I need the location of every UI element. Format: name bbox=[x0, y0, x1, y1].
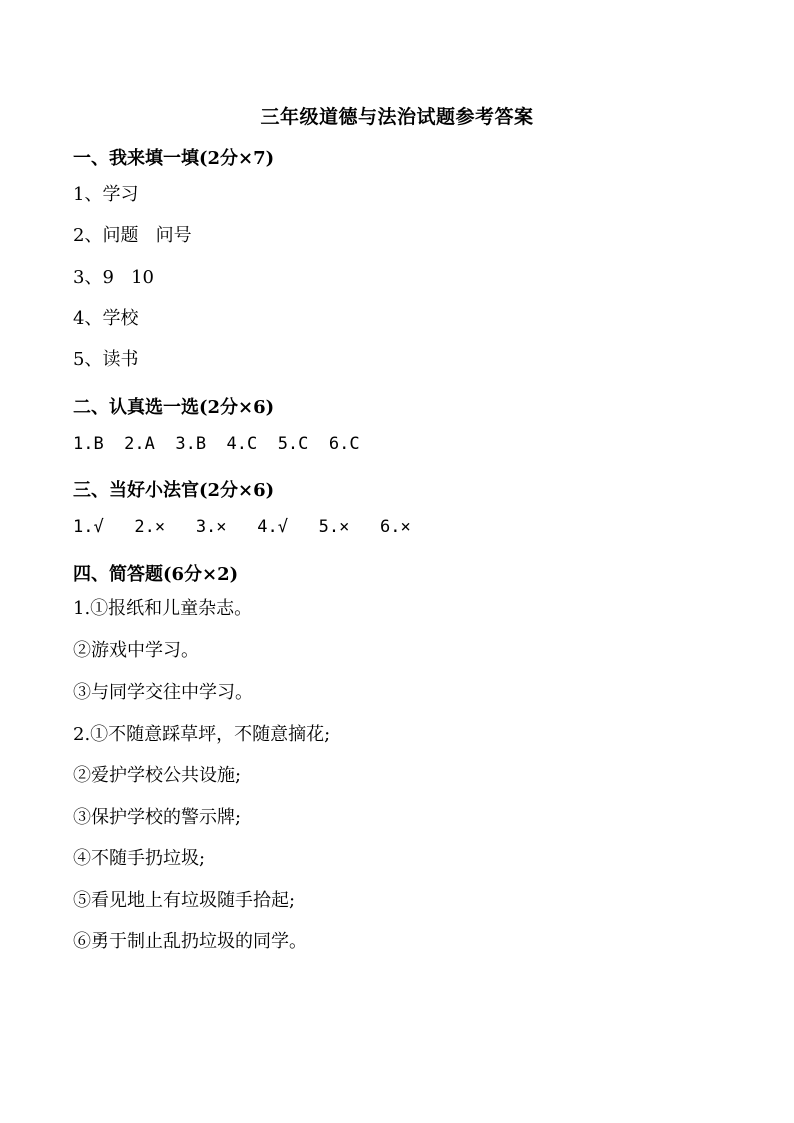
answer-line: 2.①不随意踩草坪，不随意摘花; bbox=[73, 724, 331, 745]
answer-line: ⑥勇于制止乱扔垃圾的同学。 bbox=[73, 931, 307, 952]
answer-line: ⑤看见地上有垃圾随手拾起; bbox=[73, 890, 296, 911]
answer-line: ③与同学交往中学习。 bbox=[73, 682, 253, 703]
page-title: 三年级道德与法治试题参考答案 bbox=[260, 106, 534, 128]
answer-line: 2、问题 问号 bbox=[73, 225, 192, 246]
answer-line: ②游戏中学习。 bbox=[73, 640, 199, 661]
answer-line: 1.B 2.A 3.B 4.C 5.C 6.C bbox=[73, 434, 360, 454]
answer-line: ④不随手扔垃圾; bbox=[73, 848, 206, 869]
answer-line: 3、9 10 bbox=[73, 267, 154, 288]
answer-line: 1.√ 2.× 3.× 4.√ 5.× 6.× bbox=[73, 517, 411, 537]
answer-line: ②爱护学校公共设施; bbox=[73, 765, 242, 786]
answer-line: 1、学习 bbox=[73, 184, 139, 205]
section-heading-short-answer: 四、简答题(6分×2) bbox=[73, 564, 239, 585]
section-heading-fill-in: 一、我来填一填(2分×7) bbox=[73, 148, 275, 169]
answer-line: ③保护学校的警示牌; bbox=[73, 807, 242, 828]
answer-line: 5、读书 bbox=[73, 349, 139, 370]
answer-line: 4、学校 bbox=[73, 308, 139, 329]
answer-line: 1.①报纸和儿童杂志。 bbox=[73, 598, 253, 619]
section-heading-multiple-choice: 二、认真选一选(2分×6) bbox=[73, 397, 275, 418]
section-heading-true-false: 三、当好小法官(2分×6) bbox=[73, 480, 275, 501]
